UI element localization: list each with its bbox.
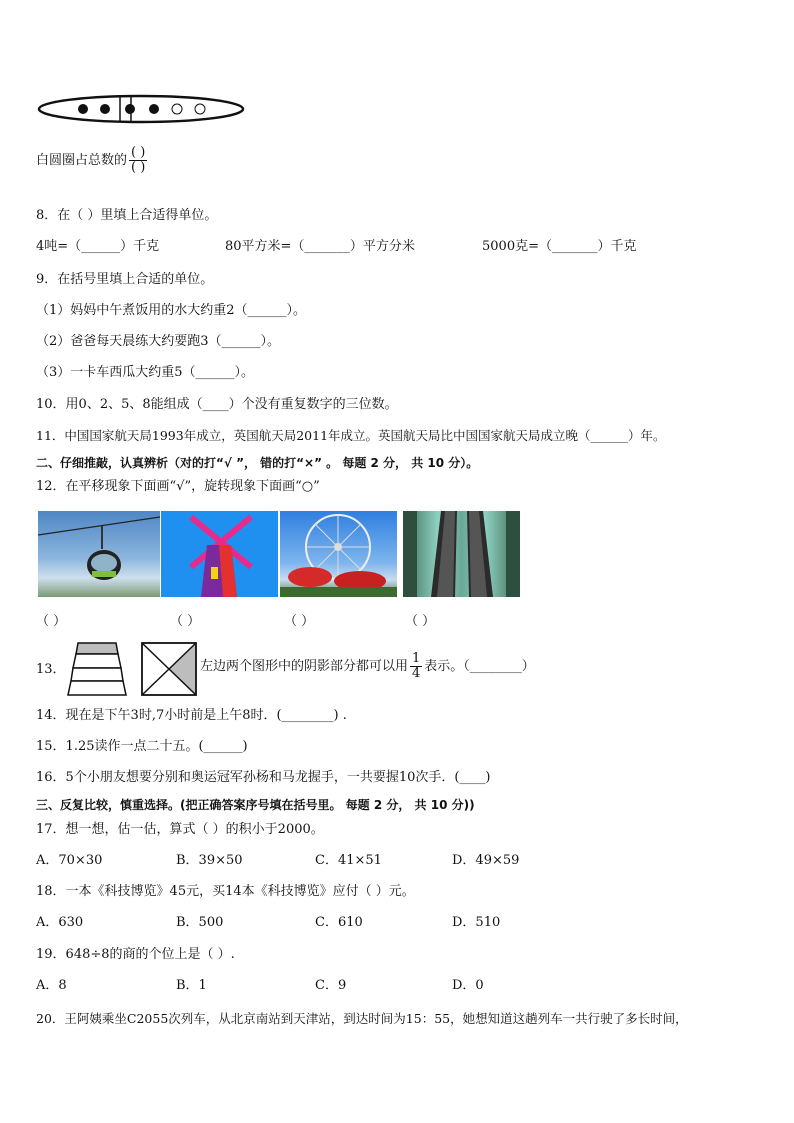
windmill-photo [161, 511, 278, 597]
q17-option-d: D．49×59 [452, 853, 520, 868]
q19-option-a: A．8 [36, 978, 67, 993]
q15: 15．1.25读作一点二十五。(______) [36, 739, 248, 754]
cable-car-photo [38, 511, 160, 597]
q9-item-1: （1）妈妈中午煮饭用的水大约重2（______）。 [36, 303, 307, 318]
q9-title: 9．在括号里填上合适的单位。 [36, 272, 214, 287]
q17-option-a: A．70×30 [36, 853, 103, 868]
black-bead [78, 104, 88, 114]
q20: 20．王阿姨乘坐C2055次列车，从北京南站到天津站，到达时间为15：55，她想知道这趟列车一共行驶了多长时间， [36, 1011, 688, 1026]
black-bead [100, 104, 110, 114]
q12-title: 12．在平移现象下面画“√”，旋转现象下面画“○” [36, 479, 320, 494]
bead-oval-figure [36, 92, 248, 126]
q12-answer-3: （ ） [284, 614, 315, 629]
section-2-heading: 二、仔细推敲，认真辨析（对的打“√ ”， 错的打“×” 。 每题 2 分， 共 10 分）。 [36, 456, 479, 470]
q18-option-c: C．610 [315, 915, 363, 930]
q17-option-c: C．41×51 [315, 853, 382, 868]
q8-item-2: 80平方米=（_______）平方分米 [225, 239, 415, 254]
q7-fraction [129, 146, 147, 175]
q18-title: 18．一本《科技博览》45元，买14本《科技博览》应付（ ）元。 [36, 884, 415, 899]
q13-text [200, 652, 535, 681]
black-bead [149, 104, 159, 114]
section-3-heading: 三、反复比较，慎重选择。(把正确答案序号填在括号里。 每题 2 分， 共 10 分)) [36, 798, 475, 812]
q18-option-d: D．510 [452, 915, 501, 930]
trapezoid-figure [66, 641, 128, 697]
q7-frac-num: ( ) [131, 145, 146, 160]
q7-white-ratio [36, 146, 149, 175]
q13-frac-den: 4 [412, 666, 421, 681]
q12-answer-2: （ ） [170, 614, 201, 629]
square-diagonal-figure [140, 641, 198, 697]
white-bead [195, 104, 205, 114]
q8-item-1: 4吨=（______）千克 [36, 239, 160, 254]
q7-prefix: 白圆圈占总数的 [36, 153, 128, 168]
q18-option-a: A．630 [36, 915, 84, 930]
q17-option-b: B．39×50 [176, 853, 243, 868]
q19-option-b: B．1 [176, 978, 207, 993]
q13-fraction [410, 652, 422, 681]
q14: 14．现在是下午3时,7小时前是上午8时．(________) . [36, 708, 347, 723]
escalator-photo [403, 511, 520, 597]
q12-answer-1: （ ） [36, 614, 67, 629]
ferris-wheel-photo [280, 511, 397, 597]
q10: 10．用0、2、5、8能组成（____）个没有重复数字的三位数。 [36, 397, 398, 412]
q13-text-after: 表示。（________） [424, 659, 535, 674]
q19-title: 19．648÷8的商的个位上是（ ）. [36, 947, 235, 962]
q13-text-before: 左边两个图形中的阴影部分都可以用 [200, 659, 409, 674]
white-bead [172, 104, 182, 114]
q17-title: 17．想一想，估一估，算式（ ）的积小于2000。 [36, 822, 324, 837]
q11: 11．中国国家航天局1993年成立，英国航天局2011年成立。英国航天局比中国国家航天局成立晚（______）年。 [36, 428, 666, 443]
black-bead [125, 104, 135, 114]
q8-title: 8．在（ ）里填上合适得单位。 [36, 208, 218, 223]
q19-option-d: D．0 [452, 978, 484, 993]
q18-option-b: B．500 [176, 915, 224, 930]
q8-item-3: 5000克=（_______）千克 [482, 239, 637, 254]
q16: 16．5个小朋友想要分别和奥运冠军孙杨和马龙握手，一共要握10次手．(____) [36, 770, 491, 785]
q12-answer-4: （ ） [405, 614, 436, 629]
q13-label: 13． [36, 662, 66, 677]
q9-item-2: （2）爸爸每天晨练大约要跑3（______）。 [36, 334, 281, 349]
q19-option-c: C．9 [315, 978, 347, 993]
q7-frac-den: ( ) [131, 160, 146, 175]
q9-item-3: （3）一卡车西瓜大约重5（______）。 [36, 365, 255, 380]
q13-frac-num: 1 [412, 651, 421, 666]
